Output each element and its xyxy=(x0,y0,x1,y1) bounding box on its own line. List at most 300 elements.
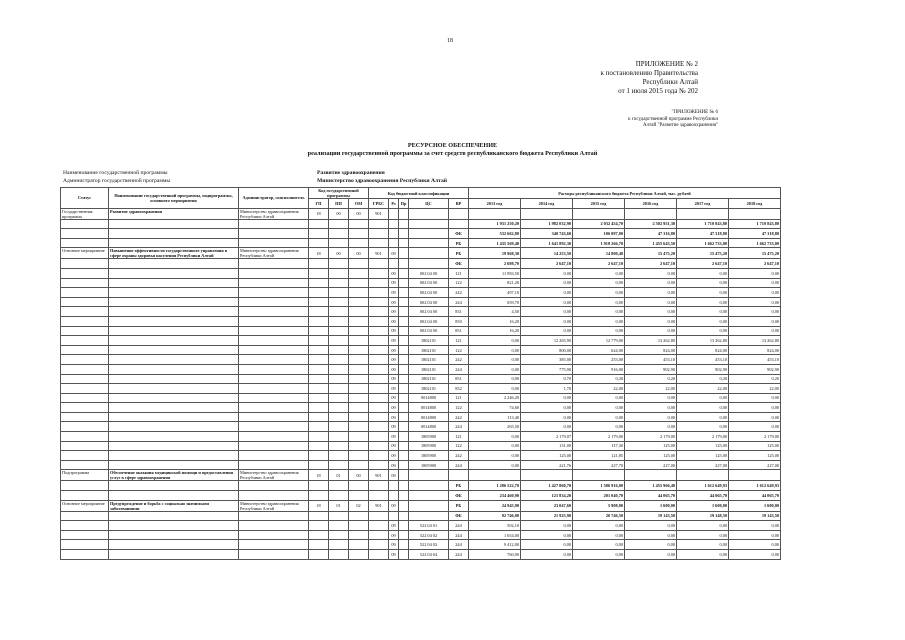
cell-year-2017: 0,00 xyxy=(677,422,729,432)
cell-name xyxy=(109,355,239,365)
cell-grbs: 901 xyxy=(369,470,389,481)
cell-gp xyxy=(309,345,329,355)
cell-gp xyxy=(309,297,329,307)
cell-year-2017: 0,00 xyxy=(677,278,729,288)
cell-year-2014: 21 925,90 xyxy=(521,511,573,521)
cell-grbs xyxy=(369,530,389,540)
cell-grbs xyxy=(369,364,389,374)
cell-vr: 242 xyxy=(449,451,469,461)
cell-pp xyxy=(329,316,349,326)
cell-status xyxy=(61,550,109,560)
cell-admin xyxy=(239,229,309,239)
cell-status xyxy=(61,259,109,269)
cell-pr xyxy=(399,288,409,298)
cell-gp xyxy=(309,307,329,317)
table-row xyxy=(61,307,781,317)
cell-name xyxy=(109,384,239,394)
cell-om xyxy=(349,441,369,451)
cell-rz: 09 xyxy=(389,451,399,461)
cell-year-2018: 1 600,00 xyxy=(729,500,781,511)
cell-year-2013: 760,00 xyxy=(469,550,521,560)
cell-year-2014: 775,90 xyxy=(521,364,573,374)
cell-name xyxy=(109,530,239,540)
cell-year-2017: 0,00 xyxy=(677,316,729,326)
cell-year-2018: 0,00 xyxy=(729,412,781,422)
cell-admin xyxy=(239,238,309,248)
cell-name xyxy=(109,491,239,501)
cell-cs xyxy=(409,219,449,229)
cell-year-2018: 125,00 xyxy=(729,451,781,461)
cell-year-2014: 0,00 xyxy=(521,316,573,326)
cell-name xyxy=(109,364,239,374)
cell-om xyxy=(349,451,369,461)
cell-status xyxy=(61,307,109,317)
cell-status xyxy=(61,491,109,501)
cell-year-2016: 453,10 xyxy=(625,355,677,365)
cell-year-2014 xyxy=(521,470,573,481)
cell-year-2018: 0,00 xyxy=(729,540,781,550)
cell-year-2014: 0,70 xyxy=(521,374,573,384)
cell-year-2016: 1 600,00 xyxy=(625,500,677,511)
cell-vr: 244 xyxy=(449,540,469,550)
table-row xyxy=(61,521,781,531)
cell-pp xyxy=(329,412,349,422)
cell-pr xyxy=(399,364,409,374)
cell-admin xyxy=(239,326,309,336)
header-name: Наименование государственной программы, подпрограммы, основного мероприятия xyxy=(109,188,239,209)
cell-pp: 00 xyxy=(329,248,349,259)
cell-year-2013: 0,00 xyxy=(469,345,521,355)
cell-pr xyxy=(399,500,409,511)
cell-cs: 522 04 01 xyxy=(409,521,449,531)
cell-vr xyxy=(449,470,469,481)
cell-year-2013: 16,20 xyxy=(469,326,521,336)
cell-status: Основное мероприятие xyxy=(61,500,109,511)
cell-om xyxy=(349,521,369,531)
cell-om xyxy=(349,364,369,374)
cell-year-2016: 44 065,70 xyxy=(625,491,677,501)
cell-name xyxy=(109,229,239,239)
cell-year-2013: 821,20 xyxy=(469,278,521,288)
cell-grbs xyxy=(369,550,389,560)
cell-name xyxy=(109,336,239,346)
cell-vr: 852 xyxy=(449,384,469,394)
cell-pp xyxy=(329,219,349,229)
cell-status xyxy=(61,364,109,374)
cell-status xyxy=(61,374,109,384)
cell-pp xyxy=(329,491,349,501)
cell-status xyxy=(61,422,109,432)
cell-pr xyxy=(399,316,409,326)
cell-om: 00 xyxy=(349,248,369,259)
appendix-6-block xyxy=(518,110,718,130)
table-row xyxy=(61,422,781,432)
cell-cs: 002 04 00 xyxy=(409,307,449,317)
cell-om xyxy=(349,491,369,501)
cell-rz: 09 xyxy=(389,393,399,403)
cell-cs xyxy=(409,259,449,269)
cell-pp xyxy=(329,238,349,248)
cell-cs: 0014800 xyxy=(409,403,449,413)
cell-year-2016: 0,00 xyxy=(625,521,677,531)
cell-pr xyxy=(399,540,409,550)
cell-gp xyxy=(309,530,329,540)
cell-pp xyxy=(329,403,349,413)
cell-year-2016: 0,00 xyxy=(625,307,677,317)
cell-pp xyxy=(329,393,349,403)
cell-pp xyxy=(329,521,349,531)
table-row xyxy=(61,259,781,269)
cell-pr xyxy=(399,470,409,481)
cell-vr: 122 xyxy=(449,403,469,413)
cell-cs: 1802101 xyxy=(409,336,449,346)
cell-grbs xyxy=(369,268,389,278)
cell-year-2015: 201 040,70 xyxy=(573,491,625,501)
cell-grbs xyxy=(369,384,389,394)
cell-year-2013: 0,00 xyxy=(469,451,521,461)
cell-rz: 09 xyxy=(389,441,399,451)
header-2016: 2016 год xyxy=(625,199,677,209)
cell-year-2018: 902,90 xyxy=(729,364,781,374)
cell-year-2015: 0,20 xyxy=(573,374,625,384)
table-body xyxy=(61,208,781,559)
cell-status xyxy=(61,412,109,422)
cell-year-2016: 0,00 xyxy=(625,550,677,560)
cell-cs: 002 04 00 xyxy=(409,278,449,288)
cell-year-2015: 117,30 xyxy=(573,441,625,451)
cell-year-2014: 0,00 xyxy=(521,422,573,432)
table-row xyxy=(61,460,781,470)
cell-pp xyxy=(329,540,349,550)
cell-year-2017: 2 647,10 xyxy=(677,259,729,269)
cell-pp xyxy=(329,460,349,470)
cell-year-2014: 2 179,07 xyxy=(521,432,573,442)
cell-rz: 09 xyxy=(389,374,399,384)
cell-rz: 09 xyxy=(389,316,399,326)
cell-name: Предупреждение и борьба с социально значимыми заболеваниями xyxy=(109,500,239,511)
cell-cs: 002 04 00 xyxy=(409,326,449,336)
cell-rz: 09 xyxy=(389,470,399,481)
cell-status xyxy=(61,441,109,451)
cell-year-2016: 22,00 xyxy=(625,384,677,394)
cell-rz: 09 xyxy=(389,307,399,317)
cell-admin xyxy=(239,307,309,317)
cell-year-2017: 1 612 649,93 xyxy=(677,481,729,491)
cell-year-2015 xyxy=(573,470,625,481)
cell-admin xyxy=(239,278,309,288)
cell-year-2013: 24 945,90 xyxy=(469,500,521,511)
cell-om xyxy=(349,268,369,278)
header-2014: 2014 год xyxy=(521,199,573,209)
cell-year-2016: 902,90 xyxy=(625,364,677,374)
cell-cs: 1805900 xyxy=(409,460,449,470)
cell-year-2018: 0,00 xyxy=(729,530,781,540)
cell-year-2014: 0,00 xyxy=(521,288,573,298)
cell-pr xyxy=(399,403,409,413)
cell-admin: Министерство здравоохранения Республики Алтай xyxy=(239,470,309,481)
cell-vr: ФБ xyxy=(449,491,469,501)
table-row xyxy=(61,278,781,288)
cell-name xyxy=(109,481,239,491)
header-code-budget: Код бюджетной классификации xyxy=(369,188,469,199)
cell-admin xyxy=(239,384,309,394)
cell-year-2017: 47 318,80 xyxy=(677,229,729,239)
cell-year-2018: 15 475,20 xyxy=(729,248,781,259)
cell-admin xyxy=(239,451,309,461)
cell-pp xyxy=(329,441,349,451)
cell-year-2018: 0,20 xyxy=(729,374,781,384)
table-row xyxy=(61,540,781,550)
cell-grbs: 901 xyxy=(369,500,389,511)
cell-grbs xyxy=(369,374,389,384)
cell-year-2018: 227,00 xyxy=(729,460,781,470)
cell-year-2015: 14 800,40 xyxy=(573,248,625,259)
cell-year-2013: 16,20 xyxy=(469,316,521,326)
cell-year-2017: 0,00 xyxy=(677,297,729,307)
cell-pp xyxy=(329,374,349,384)
cell-year-2018: 2 179,00 xyxy=(729,432,781,442)
cell-admin xyxy=(239,336,309,346)
cell-year-2017: 0,00 xyxy=(677,393,729,403)
cell-admin xyxy=(239,297,309,307)
table-row xyxy=(61,451,781,461)
cell-year-2013: 9 412,00 xyxy=(469,540,521,550)
cell-year-2013: 1 286 522,70 xyxy=(469,481,521,491)
cell-year-2016: 0,00 xyxy=(625,412,677,422)
cell-year-2018: 19 143,50 xyxy=(729,511,781,521)
cell-admin xyxy=(239,403,309,413)
cell-year-2018: 0,00 xyxy=(729,393,781,403)
cell-year-2014: 221,76 xyxy=(521,460,573,470)
table-row xyxy=(61,491,781,501)
cell-pp xyxy=(329,530,349,540)
cell-admin: Министерство здравоохранения Республики Алтай xyxy=(239,208,309,219)
cell-grbs xyxy=(369,278,389,288)
cell-admin xyxy=(239,460,309,470)
cell-pp xyxy=(329,259,349,269)
cell-cs xyxy=(409,500,449,511)
cell-name xyxy=(109,460,239,470)
cell-year-2013: 113,40 xyxy=(469,412,521,422)
header-2018: 2018 год xyxy=(729,199,781,209)
table-row xyxy=(61,432,781,442)
cell-year-2015: 2 647,10 xyxy=(573,259,625,269)
cell-year-2018: 2 647,10 xyxy=(729,259,781,269)
program-admin-value: Министерство здравоохранения Республики Алтай xyxy=(317,177,447,184)
table-row xyxy=(61,364,781,374)
cell-vr: 121 xyxy=(449,336,469,346)
cell-year-2015: 0,00 xyxy=(573,297,625,307)
cell-rz: 09 xyxy=(389,268,399,278)
cell-year-2016: 0,00 xyxy=(625,288,677,298)
table-row xyxy=(61,412,781,422)
cell-gp xyxy=(309,326,329,336)
header-rz: Рз xyxy=(389,199,399,209)
cell-year-2016: 0,00 xyxy=(625,393,677,403)
cell-pp xyxy=(329,481,349,491)
header-pr: Пр xyxy=(399,199,409,209)
cell-vr: 122 xyxy=(449,278,469,288)
cell-status xyxy=(61,530,109,540)
cell-pr xyxy=(399,451,409,461)
cell-pr xyxy=(399,441,409,451)
cell-gp xyxy=(309,460,329,470)
cell-pp xyxy=(329,336,349,346)
cell-year-2015: 916,00 xyxy=(573,364,625,374)
cell-year-2016: 0,00 xyxy=(625,268,677,278)
page-number: 18 xyxy=(447,38,453,44)
cell-year-2018: 0,00 xyxy=(729,268,781,278)
cell-year-2016: 1 455 643,50 xyxy=(625,238,677,248)
cell-gp xyxy=(309,422,329,432)
cell-year-2013: 0,00 xyxy=(469,432,521,442)
cell-pr xyxy=(399,307,409,317)
cell-gp xyxy=(309,238,329,248)
cell-cs xyxy=(409,229,449,239)
cell-pp: 00 xyxy=(329,208,349,219)
cell-pr xyxy=(399,481,409,491)
cell-rz: 09 xyxy=(389,384,399,394)
cell-vr: 851 xyxy=(449,326,469,336)
cell-om xyxy=(349,238,369,248)
cell-year-2018: 0,00 xyxy=(729,307,781,317)
cell-year-2016: 0,00 xyxy=(625,422,677,432)
cell-status xyxy=(61,219,109,229)
cell-year-2016 xyxy=(625,470,677,481)
cell-year-2013: 0,00 xyxy=(469,374,521,384)
cell-vr: ФБ xyxy=(449,511,469,521)
cell-year-2014: 800,00 xyxy=(521,345,573,355)
cell-pr xyxy=(399,384,409,394)
cell-cs xyxy=(409,481,449,491)
cell-year-2013: 0,00 xyxy=(469,364,521,374)
cell-admin xyxy=(239,259,309,269)
cell-rz: 09 xyxy=(389,345,399,355)
table-row xyxy=(61,355,781,365)
cell-admin xyxy=(239,491,309,501)
cell-status xyxy=(61,511,109,521)
header-2017: 2017 год xyxy=(677,199,729,209)
program-info xyxy=(63,170,763,185)
appendix-2-line1: к постановлению Правительства xyxy=(600,69,698,77)
cell-rz: 09 xyxy=(389,355,399,365)
cell-pr xyxy=(399,208,409,219)
cell-year-2017: 44 065,70 xyxy=(677,491,729,501)
cell-year-2018: 0,00 xyxy=(729,297,781,307)
cell-year-2013: 2 698,70 xyxy=(469,259,521,269)
cell-year-2017: 0,00 xyxy=(677,288,729,298)
cell-om xyxy=(349,307,369,317)
cell-year-2018: 13 262,80 xyxy=(729,336,781,346)
cell-year-2016: 47 316,80 xyxy=(625,229,677,239)
cell-name xyxy=(109,345,239,355)
cell-year-2014: 0,00 xyxy=(521,521,573,531)
cell-pr xyxy=(399,393,409,403)
cell-status xyxy=(61,297,109,307)
cell-rz: 09 xyxy=(389,297,399,307)
cell-year-2014: 1,70 xyxy=(521,384,573,394)
cell-om xyxy=(349,511,369,521)
cell-year-2017: 902,90 xyxy=(677,364,729,374)
cell-year-2015: 5 908,00 xyxy=(573,500,625,511)
cell-grbs xyxy=(369,297,389,307)
cell-name: Развитие здравоохранения xyxy=(109,208,239,219)
cell-status xyxy=(61,521,109,531)
cell-om xyxy=(349,259,369,269)
cell-gp xyxy=(309,451,329,461)
cell-status xyxy=(61,268,109,278)
cell-admin xyxy=(239,481,309,491)
table-row xyxy=(61,345,781,355)
document-title: РЕСУРСНОЕ ОБЕСПЕЧЕНИЕ xyxy=(407,142,498,149)
cell-year-2017: 0,00 xyxy=(677,307,729,317)
cell-om xyxy=(349,336,369,346)
cell-admin xyxy=(239,268,309,278)
cell-year-2016: 824,00 xyxy=(625,345,677,355)
cell-pr xyxy=(399,412,409,422)
cell-name xyxy=(109,288,239,298)
cell-pp xyxy=(329,432,349,442)
cell-pr xyxy=(399,432,409,442)
cell-name xyxy=(109,297,239,307)
cell-grbs: 901 xyxy=(369,208,389,219)
cell-om xyxy=(349,297,369,307)
cell-vr: ФБ xyxy=(449,229,469,239)
cell-year-2015: 0,00 xyxy=(573,540,625,550)
cell-grbs xyxy=(369,403,389,413)
cell-status xyxy=(61,278,109,288)
cell-gp xyxy=(309,364,329,374)
cell-year-2018: 0,00 xyxy=(729,278,781,288)
cell-year-2016: 0,00 xyxy=(625,540,677,550)
cell-admin xyxy=(239,550,309,560)
cell-name xyxy=(109,403,239,413)
cell-rz xyxy=(389,491,399,501)
table-row xyxy=(61,238,781,248)
cell-year-2013: 0,00 xyxy=(469,384,521,394)
cell-om: 02 xyxy=(349,500,369,511)
cell-year-2016: 0,00 xyxy=(625,316,677,326)
cell-year-2014: 1 982 032,90 xyxy=(521,219,573,229)
cell-admin xyxy=(239,364,309,374)
cell-pr xyxy=(399,374,409,384)
cell-grbs xyxy=(369,288,389,298)
cell-gp xyxy=(309,491,329,501)
table-row xyxy=(61,248,781,259)
cell-year-2015: 2 032 454,70 xyxy=(573,219,625,229)
cell-year-2013: 19 968,30 xyxy=(469,248,521,259)
cell-year-2018 xyxy=(729,208,781,219)
cell-pr xyxy=(399,326,409,336)
cell-year-2014: 0,00 xyxy=(521,326,573,336)
cell-gp xyxy=(309,278,329,288)
cell-rz: 09 xyxy=(389,550,399,560)
cell-year-2016: 19 143,50 xyxy=(625,511,677,521)
cell-name xyxy=(109,422,239,432)
cell-year-2018: 1 662 733,00 xyxy=(729,238,781,248)
cell-name xyxy=(109,521,239,531)
cell-vr: 831 xyxy=(449,307,469,317)
cell-year-2017: 0,00 xyxy=(677,540,729,550)
cell-gp xyxy=(309,268,329,278)
cell-year-2015: 1 918 266,70 xyxy=(573,238,625,248)
cell-rz xyxy=(389,238,399,248)
table-row xyxy=(61,481,781,491)
cell-year-2015: 0,00 xyxy=(573,403,625,413)
cell-vr: 244 xyxy=(449,521,469,531)
header-gp: ГП xyxy=(309,199,329,209)
cell-gp xyxy=(309,412,329,422)
